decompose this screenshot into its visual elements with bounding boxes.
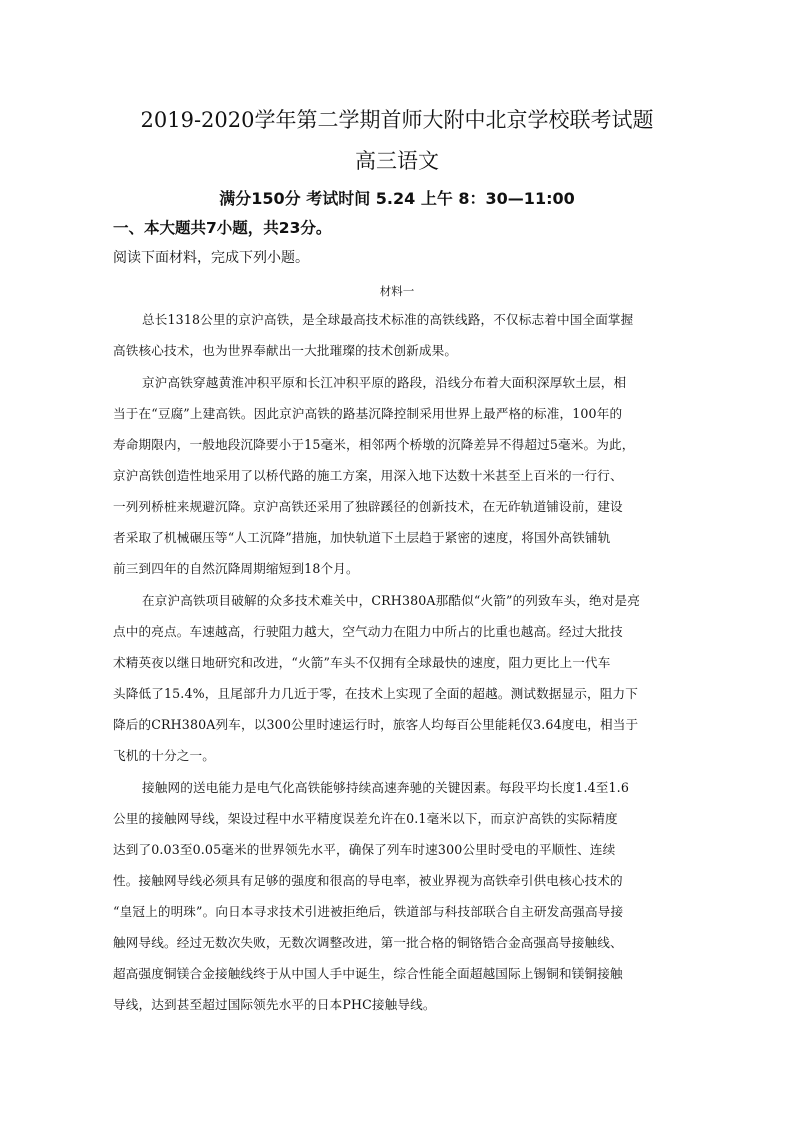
text-line: 术精英夜以继日地研究和改进，“火箭”车头不仅拥有全球最快的速度，阻力更比上一代车 bbox=[113, 655, 611, 670]
text-line: 一列列桥桩来规避沉降。京沪高铁还采用了独辟蹊径的创新技术，在无砟轨道铺设前，建设 bbox=[113, 499, 623, 514]
text-line: 接触网的送电能力是电气化高铁能够持续高速奔驰的关键因素。每段平均长度1.4至1.6 bbox=[142, 780, 629, 795]
text-line: 当于在“豆腐”上建高铁。因此京沪高铁的路基沉降控制采用世界上最严格的标准，100年的 bbox=[113, 406, 623, 421]
material-title: 材料一 bbox=[379, 284, 415, 298]
text-line: 降后的CRH380A列车，以300公里时速运行时，旅客人均每百公里能耗仅3.64度电，相当于 bbox=[113, 717, 639, 732]
text-line: 在京沪高铁项目破解的众多技术难关中，CRH380A那酷似“火箭”的列致车头，绝对是亮 bbox=[142, 593, 641, 608]
text-line: 京沪高铁穿越黄淮冲积平原和长江冲积平原的路段，沿线分布着大面积深厚软土层，相 bbox=[142, 375, 627, 390]
text-line: 总长1318公里的京沪高铁，是全球最高技术标准的高铁线路，不仅标志着中国全面掌握 bbox=[142, 312, 634, 327]
text-line: 超高强度铜镁合金接触线终于从中国人手中诞生，综合性能全面超越国际上锡铜和镁铜接触 bbox=[113, 966, 623, 981]
text-line: 达到了0.03至0.05毫米的世界领先水平，确保了列车时速300公里时受电的平顺性、连续 bbox=[113, 842, 616, 857]
text-line: 头降低了15.4%，且尾部升力几近于零，在技术上实现了全面的超越。测试数据显示，阻力下 bbox=[113, 686, 639, 701]
text-line: 前三到四年的自然沉降周期缩短到18个月。 bbox=[113, 561, 359, 576]
section-instruction: 阅读下面材料，完成下列小题。 bbox=[113, 250, 309, 266]
text-line: “皇冠上的明珠”。向日本寻求技术引进被拒绝后，铁道部与科技部联合自主研发高强高导接 bbox=[113, 904, 624, 919]
section-heading: 一、本大题共7小题，共23分。 bbox=[113, 219, 332, 237]
text-line: 飞机的十分之一。 bbox=[113, 748, 215, 763]
text-line: 公里的接触网导线，架设过程中水平精度误差允许在0.1毫米以下，而京沪高铁的实际精度 bbox=[113, 811, 618, 826]
document-subtitle: 高三语文 bbox=[355, 149, 439, 173]
text-line: 点中的亮点。车速越高，行驶阻力越大，空气动力在阻力中所占的比重也越高。经过大批技 bbox=[113, 624, 623, 639]
text-line: 高铁核心技术，也为世界奉献出一大批璀璨的技术创新成果。 bbox=[113, 343, 458, 358]
text-line: 性。接触网导线必须具有足够的强度和很高的导电率，被业界视为高铁牵引供电核心技术的 bbox=[113, 873, 623, 888]
text-line: 寿命期限内，一般地段沉降要小于15毫米，相邻两个桥墩的沉降差异不得超过5毫米。为此， bbox=[113, 437, 635, 452]
exam-info: 满分150分 考试时间 5.24 上午 8：30—11:00 bbox=[219, 189, 575, 208]
text-line: 触网导线。经过无数次失败，无数次调整改进，第一批合格的铜铬锆合金高强高导接触线、 bbox=[113, 935, 623, 950]
text-line: 者采取了机械碾压等“人工沉降”措施，加快轨道下土层趋于紧密的速度，将国外高铁铺轨 bbox=[113, 530, 611, 545]
text-line: 京沪高铁创造性地采用了以桥代路的施工方案，用深入地下达数十米甚至上百米的一行行、 bbox=[113, 468, 623, 483]
document-title: 2019-2020学年第二学期首师大附中北京学校联考试题 bbox=[140, 108, 654, 132]
text-line: 导线，达到甚至超过国际领先水平的日本PHC接触导线。 bbox=[113, 997, 436, 1012]
